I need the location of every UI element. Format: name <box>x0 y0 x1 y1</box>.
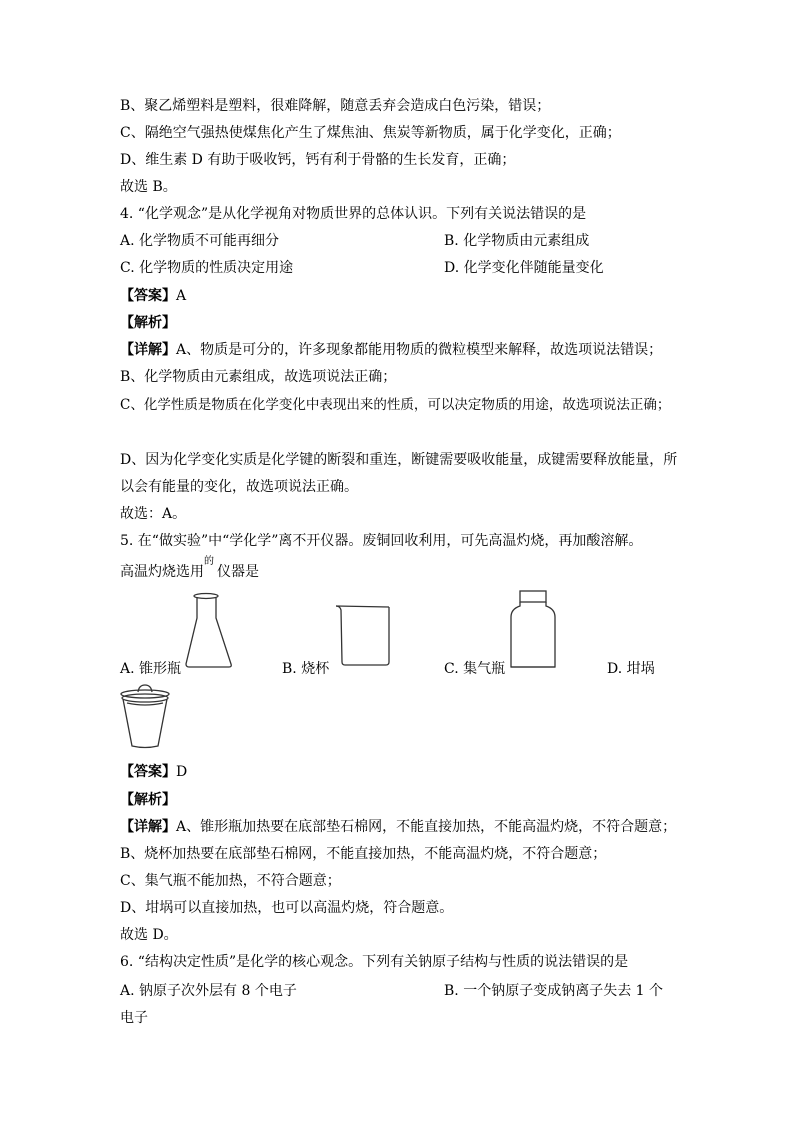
beaker-figure <box>334 604 394 668</box>
q4-detail-d2: 以会有能量的变化，故选项说法正确。 <box>120 479 358 495</box>
q4-option-c: C. 化学物质的性质决定用途 <box>120 260 294 276</box>
q4-detail-b: B、化学物质由元素组成，故选项说法正确； <box>120 369 397 385</box>
q4-answer-value: A <box>176 288 187 304</box>
q5-stem-line2 <box>120 556 259 581</box>
q5-answer <box>120 763 187 781</box>
q5-detail-d: D、坩埚可以直接加热，也可以高温灼烧，符合题意。 <box>120 900 454 916</box>
q4-detail-a <box>120 341 662 359</box>
q4-detail-label: 【详解】 <box>120 342 176 358</box>
q6-stem: 6. “结构决定性质”是化学的核心观念。下列有关钠原子结构与性质的说法错误的是 <box>120 954 629 970</box>
q4-option-a: A. 化学物质不可能再细分 <box>120 233 280 249</box>
q5-stem-part1: 高温灼烧选用 <box>120 564 204 580</box>
q5-detail-label: 【详解】 <box>120 819 176 835</box>
q4-detail-a-text: A、物质是可分的，许多现象都能用物质的微粒模型来解释，故选项说法错误； <box>176 342 663 358</box>
q6-option-a: A. 钠原子次外层有 8 个电子 <box>120 983 297 999</box>
q4-option-d: D. 化学变化伴随能量变化 <box>444 260 604 276</box>
q5-choose: 故选 D。 <box>120 927 178 943</box>
q4-stem: 4. “化学观念”是从化学视角对物质世界的总体认识。下列有关说法错误的是 <box>120 206 587 222</box>
q6-option-b-line1: B. 一个钠原子变成钠离子失去 1 个 <box>444 983 663 999</box>
q5-stem-superscript: 的 <box>204 556 214 567</box>
q5-analysis-label: 【解析】 <box>120 792 176 808</box>
conical-flask-figure <box>184 592 236 670</box>
gas-bottle-figure <box>508 589 558 673</box>
q5-detail-b: B、烧杯加热要在底部垫石棉网，不能直接加热，不能高温灼烧，不符合题意； <box>120 846 607 862</box>
q5-option-d: D. 坩埚 <box>607 661 655 677</box>
q5-option-c: C. 集气瓶 <box>444 661 506 677</box>
q6-option-b-line2: 电子 <box>120 1010 148 1026</box>
q4-detail-d1: D、因为化学变化实质是化学键的断裂和重连，断键需要吸收能量，成键需要释放能量，所 <box>120 452 678 468</box>
q5-option-b: B. 烧杯 <box>282 661 330 677</box>
prev-line-d: D、维生素 D 有助于吸收钙，钙有利于骨骼的生长发育，正确； <box>120 152 516 168</box>
q4-detail-c: C、化学性质是物质在化学变化中表现出来的性质，可以决定物质的用途，故选项说法正确； <box>120 397 671 413</box>
q4-answer-label: 【答案】 <box>120 288 176 304</box>
prev-line-c: C、隔绝空气强热使煤焦化产生了煤焦油、焦炭等新物质，属于化学变化，正确； <box>120 125 621 141</box>
q5-stem-part2: 仪器是 <box>217 564 259 580</box>
q4-answer <box>120 287 186 305</box>
q4-choose: 故选：A。 <box>120 506 187 522</box>
q5-detail-a <box>120 818 676 836</box>
prev-line-b: B、聚乙烯塑料是塑料，很难降解，随意丢弃会造成白色污染，错误； <box>120 98 551 114</box>
q4-analysis-label: 【解析】 <box>120 315 176 331</box>
q5-answer-label: 【答案】 <box>120 764 176 780</box>
q5-detail-c: C、集气瓶不能加热，不符合题意； <box>120 873 341 889</box>
prev-choose: 故选 B。 <box>120 179 177 195</box>
q5-stem-line1: 5. 在“做实验”中“学化学”离不开仪器。废铜回收利用，可先高温灼烧，再加酸溶解。 <box>120 533 643 549</box>
crucible-figure <box>118 681 172 751</box>
q5-option-a: A. 锥形瓶 <box>120 661 182 677</box>
q4-option-b: B. 化学物质由元素组成 <box>444 233 590 249</box>
q5-answer-value: D <box>176 764 188 780</box>
q5-detail-a-text: A、锥形瓶加热要在底部垫石棉网，不能直接加热，不能高温灼烧，不符合题意； <box>176 819 677 835</box>
